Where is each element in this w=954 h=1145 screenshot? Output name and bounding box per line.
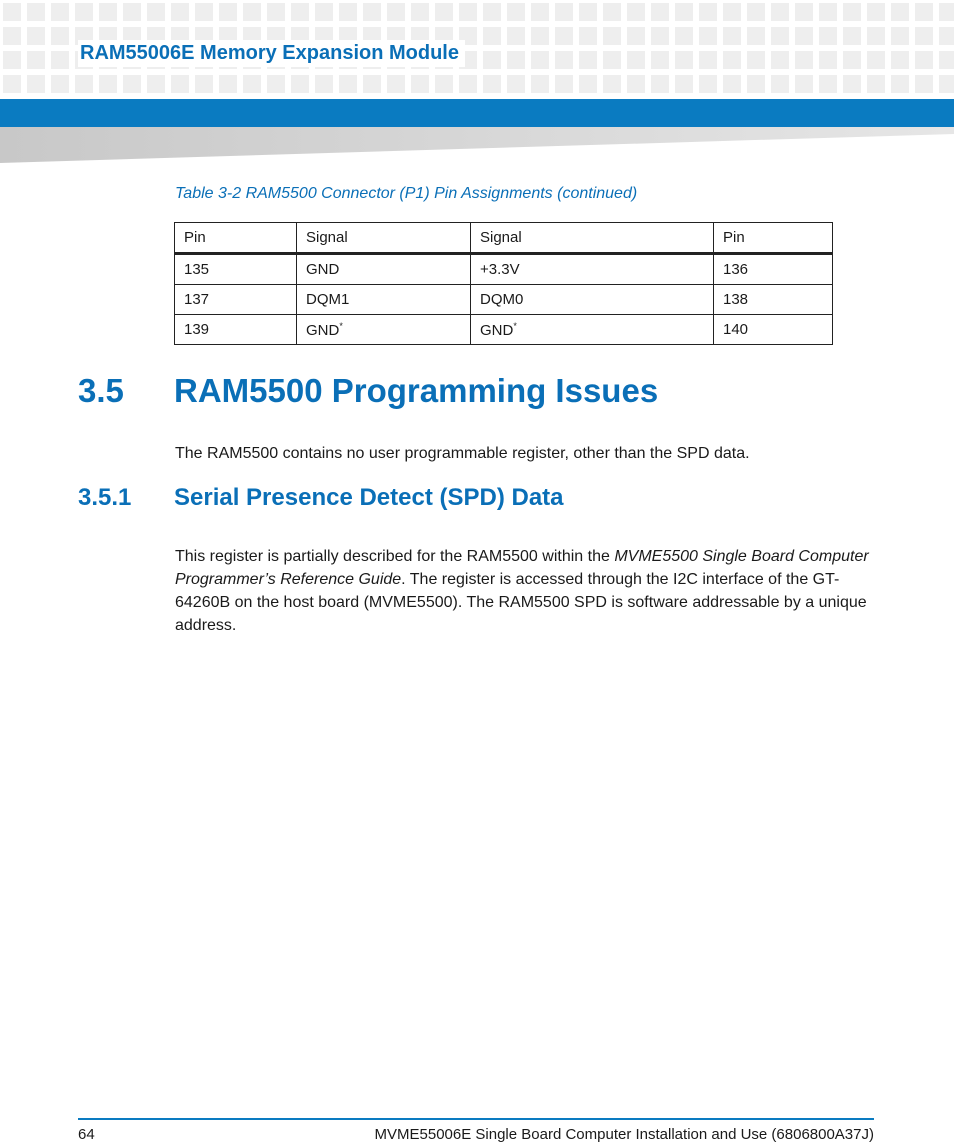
header-square [435,3,453,21]
header-square [915,51,933,69]
header-square [555,27,573,45]
table-cell: DQM0 [471,285,714,315]
header-square [603,3,621,21]
footnote-mark: * [339,320,343,331]
header-square [459,75,477,93]
table-cell [297,315,471,345]
body-text: This register is partially described for the RAM5500 within the [175,548,615,565]
header-blue-bar [0,99,954,127]
header-square [51,75,69,93]
body-text: . The register is accessed through the I2C interface of the GT-64260B on the host board (MVME5500). The RAM5500 SPD is software addressable by a unique address. [175,571,867,634]
section-body: The RAM5500 contains no user programmable register, other than the SPD data. [175,445,750,462]
header-square [483,75,501,93]
header-square [579,51,597,69]
header-square [243,75,261,93]
header-square [699,27,717,45]
header-square [915,27,933,45]
section-heading [78,372,658,410]
header-square [27,75,45,93]
table-cell: 137 [175,285,297,315]
header-square [531,51,549,69]
header-square [747,27,765,45]
header-square [723,3,741,21]
header-square [651,51,669,69]
header-square [795,51,813,69]
header-square [627,51,645,69]
header-square [315,3,333,21]
header-square [27,51,45,69]
header-square [555,75,573,93]
header-square [27,27,45,45]
header-square [3,75,21,93]
header-square [171,3,189,21]
header-square [891,51,909,69]
header-square [747,75,765,93]
section-title: RAM5500 Programming Issues [174,372,659,409]
header-square [123,75,141,93]
header-square [867,75,885,93]
table-row [175,315,833,345]
header-square [99,75,117,93]
header-square [387,3,405,21]
header-square [939,75,954,93]
header-square [915,75,933,93]
header-square [915,3,933,21]
subsection-heading [78,484,564,512]
header-square [75,75,93,93]
header-square [819,51,837,69]
header-square [699,51,717,69]
footnote-mark: * [513,320,517,331]
header-square [627,3,645,21]
subsection-number: 3.5.1 [78,484,132,511]
header-square [699,75,717,93]
header-square [939,27,954,45]
section-number: 3.5 [78,372,124,409]
header-square [675,75,693,93]
header-square [411,3,429,21]
header-square [675,27,693,45]
header-square [843,75,861,93]
header-square [771,75,789,93]
header-square [3,27,21,45]
header-square [195,3,213,21]
column-header: Pin [714,223,833,254]
table-caption: Table 3-2 RAM5500 Connector (P1) Pin Assignments (continued) [175,185,638,202]
header-square [507,27,525,45]
header-square [867,3,885,21]
header-square [843,51,861,69]
header-square [291,3,309,21]
header-square [891,75,909,93]
header-square [651,3,669,21]
header-square [315,75,333,93]
document-title: RAM55006E Memory Expansion Module [78,40,465,67]
header-square [771,51,789,69]
header-square [507,3,525,21]
header-square [795,3,813,21]
header-square [699,3,717,21]
header-square [435,75,453,93]
header-square [243,3,261,21]
header-square [459,3,477,21]
header-square [411,75,429,93]
header-square [75,3,93,21]
table-cell: 139 [175,315,297,345]
header-gray-wedge [0,127,954,165]
header-square [747,51,765,69]
header-square [147,3,165,21]
cell-text: GND [480,321,514,339]
header-square [819,3,837,21]
header-square [3,3,21,21]
header-square [675,3,693,21]
table-cell: GND [297,254,471,285]
header-square [723,51,741,69]
header-square [531,75,549,93]
header-square [603,27,621,45]
header-square [363,75,381,93]
cell-text: GND [306,321,340,339]
header-square [483,51,501,69]
table-cell: 138 [714,285,833,315]
header-square [387,75,405,93]
table-cell: +3.3V [471,254,714,285]
header-square [363,3,381,21]
header-square [819,27,837,45]
subsection-body [175,545,875,637]
header-square [531,27,549,45]
header-square [555,3,573,21]
header-square [771,27,789,45]
footer-title: MVME55006E Single Board Computer Installation and Use (6806800A37J) [374,1126,874,1143]
table-cell: DQM1 [297,285,471,315]
header-square [939,3,954,21]
guide-title: MVME5500 Single Board Computer Programmer’s Reference Guide [175,548,869,588]
header-square [555,51,573,69]
column-header: Signal [297,223,471,254]
header-square [219,75,237,93]
table-cell: 136 [714,254,833,285]
pin-assignment-table [174,222,833,345]
header-square [747,3,765,21]
header-square [843,3,861,21]
header-square [723,27,741,45]
table-cell [471,315,714,345]
header-square [51,27,69,45]
header-square [531,3,549,21]
header-square [339,3,357,21]
table-row [175,254,833,285]
header-square [27,3,45,21]
header-square [267,75,285,93]
subsection-title: Serial Presence Detect (SPD) Data [174,484,564,511]
header-square [123,3,141,21]
header-square [819,75,837,93]
header-square [579,3,597,21]
header-square [891,27,909,45]
header-square [507,75,525,93]
table-header-row [175,223,833,254]
header-square [579,27,597,45]
header-square [3,51,21,69]
header-square [891,3,909,21]
table-cell: 135 [175,254,297,285]
header-square [627,27,645,45]
page-number: 64 [78,1126,95,1143]
header-square [795,27,813,45]
header-square [195,75,213,93]
header-square [603,75,621,93]
header-square [267,3,285,21]
header-square [939,51,954,69]
header-square [51,3,69,21]
header-square [675,51,693,69]
header-square [771,3,789,21]
table-cell: 140 [714,315,833,345]
header-square [99,3,117,21]
header-square [651,75,669,93]
header-square [171,75,189,93]
header-square [867,51,885,69]
footer-rule [78,1118,874,1120]
header-square [723,75,741,93]
header-square [579,75,597,93]
header-square [291,75,309,93]
column-header: Pin [175,223,297,254]
header-square [483,3,501,21]
header-square [507,51,525,69]
header-square [795,75,813,93]
header-square [843,27,861,45]
header-square [651,27,669,45]
header-square [339,75,357,93]
header-square [219,3,237,21]
header-square [867,27,885,45]
header-square [627,75,645,93]
header-square [483,27,501,45]
header-square [147,75,165,93]
header-square [51,51,69,69]
header-square [603,51,621,69]
column-header: Signal [471,223,714,254]
table-row [175,285,833,315]
